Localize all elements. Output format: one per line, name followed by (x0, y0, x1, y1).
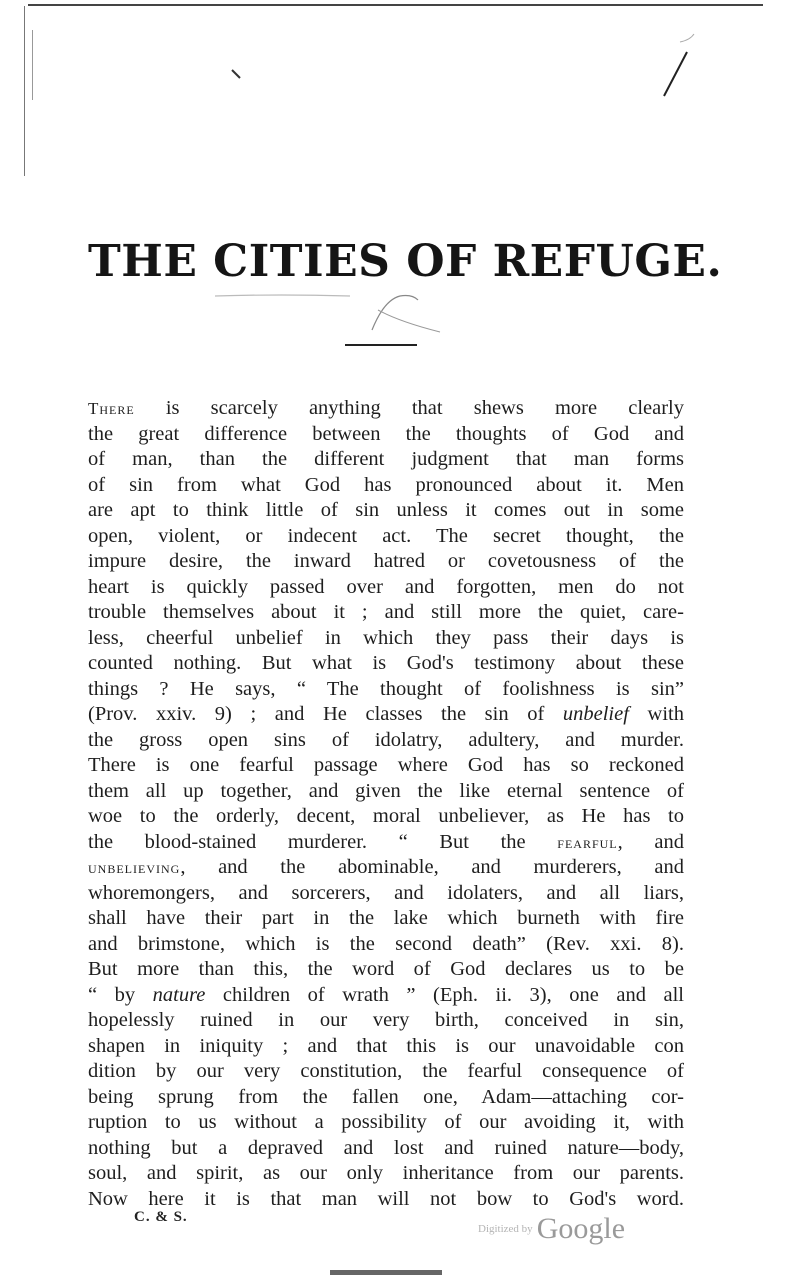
digitization-watermark (478, 1212, 625, 1246)
text-run: the blood-stained murderer. “ But the (88, 830, 558, 853)
text-line (88, 1059, 684, 1085)
google-logo: Google (536, 1212, 626, 1245)
text-line (88, 804, 684, 830)
text-run: (Prov. xxiv. 9) ; and He classes the sin of (88, 703, 563, 725)
text-run: of sin from what God has pronounced about it. Men (88, 473, 684, 496)
text-run: shapen in iniquity ; and that this is our unavoidable con (88, 1034, 684, 1057)
text-line (88, 600, 684, 626)
text-run: heart is quickly passed over and forgotten, men do not (88, 575, 684, 598)
text-run: less, cheerful unbelief in which they pass their days is (88, 626, 684, 649)
text-line (88, 1085, 684, 1111)
text-line (88, 830, 684, 856)
pencil-marks (0, 0, 790, 400)
text-line (88, 473, 684, 499)
text-run: counted nothing. But what is God's testimony about these (88, 652, 684, 674)
text-run: Now here it is that man will not bow to God's word. (88, 1187, 684, 1210)
text-run: with (628, 703, 684, 725)
text-line (88, 1161, 684, 1187)
text-run: ruption to us without a possibility of our avoiding it, with (88, 1111, 684, 1133)
text-run: is scarcely anything that shews more clearly (134, 397, 684, 419)
text-run: , and the abominable, and murderers, and (180, 856, 684, 878)
text-line (88, 983, 684, 1009)
text-line (88, 702, 684, 728)
title-rule (345, 344, 417, 346)
text-run: the great difference between the thoughts of God and (88, 422, 684, 445)
text-run: “ by (88, 983, 153, 1006)
italic-run: unbelief (562, 703, 629, 725)
italic-run: nature (152, 983, 206, 1006)
text-run: hopelessly ruined in our very birth, conceived in sin, (88, 1009, 684, 1031)
text-run: There is one fearful passage where God has so reckoned (88, 754, 684, 776)
text-line (88, 677, 684, 703)
text-line (88, 549, 684, 575)
text-run: But more than this, the word of God declares us to be (88, 958, 684, 980)
text-line (88, 753, 684, 779)
text-run: them all up together, and given the like eternal sentence of (88, 779, 684, 802)
text-run: whoremongers, and sorcerers, and idolaters, and all liars, (88, 881, 684, 904)
text-run: dition by our very constitution, the fearful consequence of (88, 1060, 684, 1082)
text-line (88, 1136, 684, 1162)
bottom-edge-mark (330, 1270, 442, 1275)
text-run: children of wrath ” (Eph. ii. 3), one and all (205, 983, 684, 1006)
text-run: things ? He says, “ The thought of foolishness is sin” (88, 677, 684, 700)
text-run: impure desire, the inward hatred or covetousness of the (88, 550, 684, 572)
printer-signature: C. & S. (134, 1209, 188, 1225)
text-line (88, 932, 684, 958)
text-line (88, 396, 684, 422)
text-line (88, 957, 684, 983)
text-line (88, 906, 684, 932)
text-line (88, 524, 684, 550)
text-run: being sprung from the fallen one, Adam—attaching cor- (88, 1085, 684, 1108)
text-line (88, 881, 684, 907)
text-run: open, violent, or indecent act. The secret thought, the (88, 524, 684, 547)
text-line (88, 1110, 684, 1136)
text-line (88, 1034, 684, 1060)
text-line (88, 422, 684, 448)
page-title: THE CITIES OF REFUGE. (88, 236, 723, 287)
text-line (88, 651, 684, 677)
text-run: nothing but a depraved and lost and ruined nature—body, (88, 1136, 684, 1159)
small-caps-run: There (88, 399, 135, 418)
text-line (88, 575, 684, 601)
text-line (88, 626, 684, 652)
text-line (88, 728, 684, 754)
text-line (88, 447, 684, 473)
text-run: are apt to think little of sin unless it comes out in some (88, 499, 684, 521)
text-run: shall have their part in the lake which burneth with fire (88, 907, 684, 929)
text-line (88, 1008, 684, 1034)
text-line (88, 498, 684, 524)
watermark-prefix: Digitized by (478, 1223, 533, 1235)
small-caps-run: fearful (557, 832, 618, 852)
text-run: the gross open sins of idolatry, adultery, and murder. (88, 728, 684, 751)
small-caps-run: unbelieving (88, 858, 181, 877)
text-run: soul, and spirit, as our only inheritance from our parents. (88, 1162, 684, 1184)
text-run: woe to the orderly, decent, moral unbeliever, as He has to (88, 805, 684, 827)
text-run: trouble themselves about it ; and still more the quiet, care- (88, 601, 684, 623)
text-run: , and (617, 830, 684, 853)
text-line (88, 855, 684, 881)
body-text (88, 396, 684, 1212)
text-run: of man, than the different judgment that man forms (88, 448, 684, 470)
text-line (88, 779, 684, 805)
text-run: and brimstone, which is the second death” (Rev. xxi. 8). (88, 932, 684, 955)
